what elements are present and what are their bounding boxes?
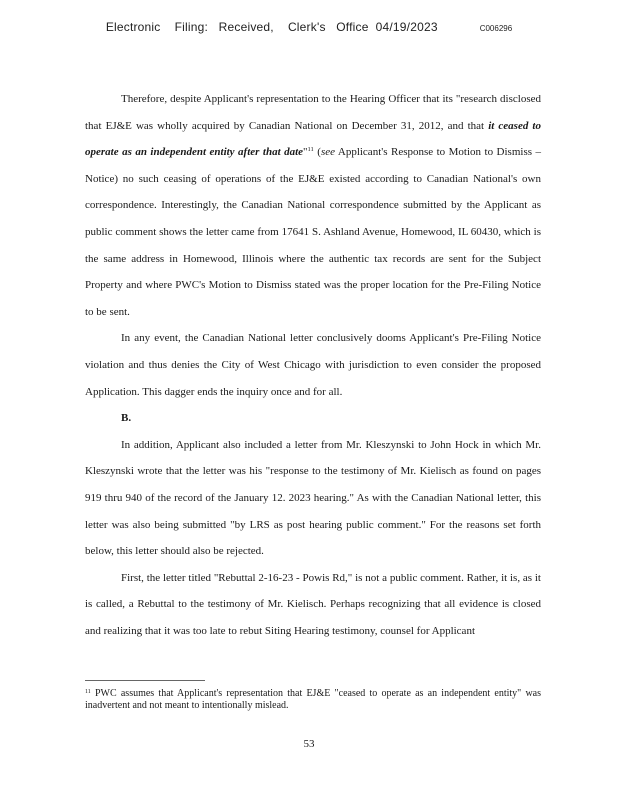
- footnote: [85, 688, 541, 712]
- footnote-reference: 11: [307, 146, 314, 154]
- paragraph-3: In addition, Applicant also included a letter from Mr. Kleszynski to John Hock in which Mr. Kleszynski wrote that the letter was his "response to the testimony of Mr. Kielisch as found on pages 919 thru 940 of the record of the January 12. 2023 hearing." As with the Canadian National letter, this letter was also being submitted "by LRS as post hearing public comment." For the reasons set forth below, this letter should also be rejected.: [85, 438, 541, 558]
- paragraph-1: [85, 86, 541, 325]
- paragraph-1-paren: (: [313, 146, 321, 159]
- filing-stamp-text: Electronic Filing: Received, Clerk's Office 04/19/2023: [105, 20, 438, 34]
- paragraph-4: First, the letter titled "Rebuttal 2-16-23 - Powis Rd," is not a public comment. Rather, it is, as it is called, a Rebuttal to the testimony of Mr. Kielisch. Perhaps recognizing that all evidence is closed and realizing that it was too late to rebut Siting Hearing testimony, counsel for Applicant: [85, 571, 541, 637]
- body-text: [85, 86, 541, 644]
- paragraph-1-emphasis: it ceased to operate as an independent entity after that date: [85, 119, 541, 159]
- footnote-divider: [85, 680, 205, 681]
- paragraph-1-close-quote: ": [303, 146, 308, 159]
- paragraph-1-see-signal: see: [320, 146, 335, 159]
- footnote-number: 11: [85, 689, 91, 695]
- document-code: C006296: [479, 24, 513, 33]
- filing-header: [0, 20, 618, 34]
- section-heading: B.: [121, 412, 132, 425]
- page-number: 53: [303, 738, 315, 750]
- paragraph-1-text-a: Therefore, despite Applicant's representation to the Hearing Officer that its "research disclosed that EJ&E was wholly acquired by Canadian National on December 31, 2012, and that: [85, 93, 541, 132]
- paragraph-1-text-b: Applicant's Response to Motion to Dismiss – Notice) no such ceasing of operations of the EJ&E existed according to Canadian National's own correspondence. Interestingly, the Canadian National correspondence submitted by the Applicant as public comment shows the letter came from 17641 S. Ashland Avenue, Homewood, IL 60430, which is the same address in Homewood, Illinois where the authentic tax records are sent for the Subject Property and where PWC's Motion to Dismiss stated was the proper location for the Pre-Filing Notice to be sent.: [85, 146, 541, 318]
- footnote-text: PWC assumes that Applicant's representation that EJ&E "ceased to operate as an independent entity" was inadvertent and not meant to intentionally mislead.: [85, 688, 541, 711]
- paragraph-2: In any event, the Canadian National letter conclusively dooms Applicant's Pre-Filing Notice violation and thus denies the City of West Chicago with jurisdiction to even consider the proposed Application. This dagger ends the inquiry once and for all.: [85, 332, 541, 398]
